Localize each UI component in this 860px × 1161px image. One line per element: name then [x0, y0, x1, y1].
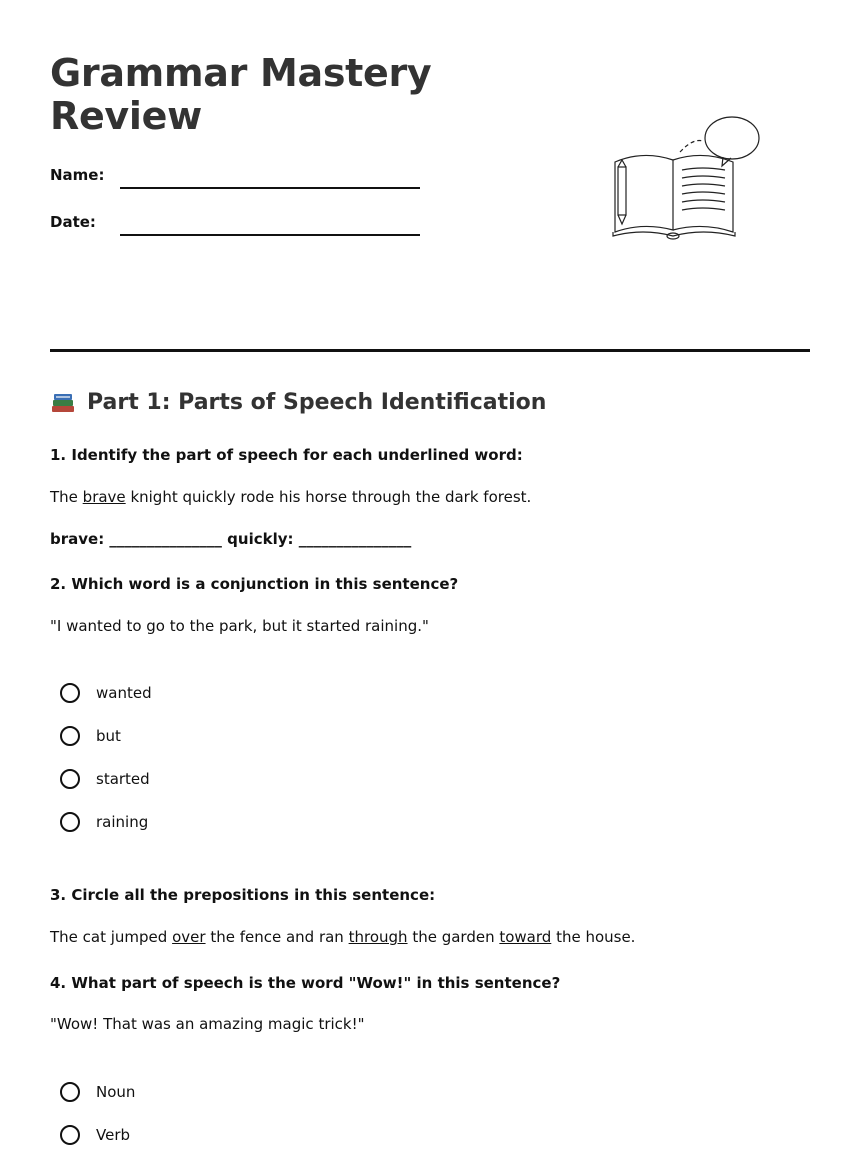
- title-line-1: Grammar Mastery: [50, 51, 432, 95]
- radio-button[interactable]: [60, 1082, 80, 1102]
- books-icon: [50, 389, 76, 415]
- question-1-answer-line[interactable]: brave: _______________ quickly: _______________: [50, 530, 412, 548]
- date-label: Date:: [50, 213, 96, 231]
- date-field[interactable]: [120, 234, 420, 236]
- radio-button[interactable]: [60, 812, 80, 832]
- option-wanted[interactable]: [60, 683, 152, 703]
- question-3-sentence: [50, 928, 635, 946]
- radio-button[interactable]: [60, 769, 80, 789]
- radio-button[interactable]: [60, 726, 80, 746]
- question-1-sentence: [50, 488, 531, 506]
- sentence-text: The cat jumped: [50, 928, 173, 946]
- underlined-word: brave: [82, 488, 126, 506]
- option-label: but: [96, 727, 121, 745]
- radio-button[interactable]: [60, 683, 80, 703]
- sentence-text: the house.: [551, 928, 636, 946]
- question-1-prompt: 1. Identify the part of speech for each underlined word:: [50, 446, 523, 464]
- underlined-word[interactable]: toward: [499, 928, 552, 946]
- title-line-2: Review: [50, 94, 202, 138]
- option-label: Verb: [96, 1126, 131, 1144]
- question-4-prompt: 4. What part of speech is the word "Wow!" in this sentence?: [50, 974, 561, 992]
- option-but[interactable]: [60, 726, 121, 746]
- question-2-sentence: "I wanted to go to the park, but it started raining.": [50, 617, 429, 635]
- underlined-word[interactable]: over: [172, 928, 206, 946]
- option-started[interactable]: [60, 769, 150, 789]
- option-verb[interactable]: [60, 1125, 130, 1145]
- option-raining[interactable]: [60, 812, 148, 832]
- name-label: Name:: [50, 166, 105, 184]
- section-title-text: Part 1: Parts of Speech Identification: [87, 389, 547, 415]
- section-divider: [50, 349, 810, 352]
- underlined-word[interactable]: through: [348, 928, 408, 946]
- sentence-text: The: [50, 488, 83, 506]
- option-label: Noun: [96, 1083, 136, 1101]
- question-4-sentence: "Wow! That was an amazing magic trick!": [50, 1015, 365, 1033]
- name-field[interactable]: [120, 187, 420, 189]
- sentence-text: the fence and ran: [205, 928, 349, 946]
- sentence-text: knight quickly rode his horse through the dark forest.: [125, 488, 532, 506]
- option-label: wanted: [96, 684, 152, 702]
- radio-button[interactable]: [60, 1125, 80, 1145]
- option-label: started: [96, 770, 150, 788]
- question-3-prompt: 3. Circle all the prepositions in this sentence:: [50, 886, 436, 904]
- option-label: raining: [96, 813, 149, 831]
- open-book-illustration-icon: [605, 112, 765, 242]
- question-2-prompt: 2. Which word is a conjunction in this sentence?: [50, 575, 459, 593]
- sentence-text: the garden: [407, 928, 500, 946]
- option-noun[interactable]: [60, 1082, 135, 1102]
- page-title: [50, 52, 431, 138]
- section-title-part-1: [50, 389, 546, 415]
